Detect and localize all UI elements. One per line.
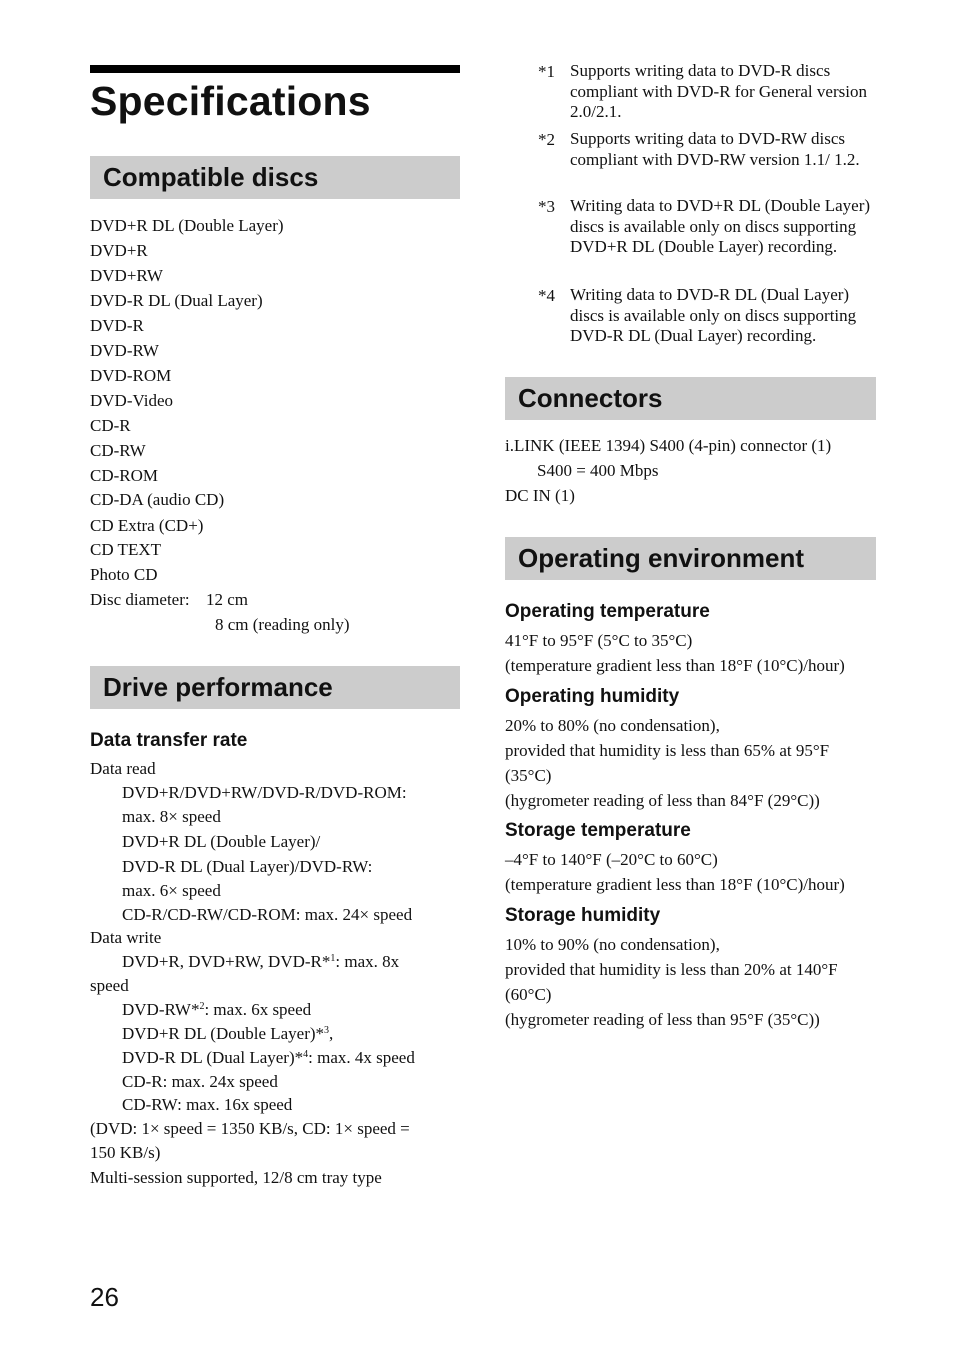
disc-item: DVD-R <box>90 316 144 335</box>
page-number: 26 <box>90 1282 119 1312</box>
speed-note: (DVD: 1× speed = 1350 KB/s, CD: 1× speed = <box>90 1119 410 1138</box>
footnote-text: Writing data to DVD-R DL (Dual Layer) discs is available only on discs supporting DVD-R DL (Dual Layer) recording. <box>570 285 857 345</box>
write-spec: speed <box>90 976 129 995</box>
footnote-ref: 1 <box>330 953 336 964</box>
data-write-label: Data write <box>90 928 162 947</box>
connector-spec: i.LINK (IEEE 1394) S400 (4-pin) connector (1) <box>505 436 832 455</box>
spec-line: –4°F to 140°F (–20°C to 60°C) <box>505 850 718 869</box>
read-spec: max. 6× speed <box>122 881 221 900</box>
disc-item: CD-DA (audio CD) <box>90 490 225 509</box>
spec-line: (35°C) <box>505 766 552 785</box>
spec-line: provided that humidity is less than 65% at 95°F <box>505 741 830 760</box>
write-spec-text: : max. 8x <box>335 952 400 971</box>
operating-temperature-heading: Operating temperature <box>505 601 710 622</box>
disc-diameter-value: 8 cm (reading only) <box>215 615 350 634</box>
write-spec-text: , <box>329 1024 334 1043</box>
read-spec: CD-R/CD-RW/CD-ROM: max. 24× speed <box>122 905 413 924</box>
connector-spec: DC IN (1) <box>505 486 575 505</box>
storage-humidity-heading: Storage humidity <box>505 905 661 926</box>
disc-item: DVD-Video <box>90 391 174 410</box>
disc-item: CD TEXT <box>90 540 161 559</box>
write-spec: CD-R: max. 24x speed <box>122 1072 278 1091</box>
storage-temperature-heading: Storage temperature <box>505 820 691 841</box>
disc-diameter-label: Disc diameter: <box>90 590 190 609</box>
spec-line: 20% to 80% (no condensation), <box>505 716 720 735</box>
connectors-heading: Connectors <box>505 377 876 420</box>
footnote-text: Supports writing data to DVD-R discs compliant with DVD-R for General version 2.0/2.1. <box>570 61 867 121</box>
read-spec: max. 8× speed <box>122 807 221 826</box>
footnote-ref: 3 <box>324 1025 330 1036</box>
disc-item: DVD-RW <box>90 341 159 360</box>
speed-note: 150 KB/s) <box>90 1143 161 1162</box>
write-spec-text: : max. 4x speed <box>308 1048 415 1067</box>
drive-performance-heading: Drive performance <box>90 666 460 709</box>
spec-line: (60°C) <box>505 985 552 1004</box>
footnote-mark: *3 <box>538 197 555 216</box>
disc-item: DVD+R <box>90 241 148 260</box>
footnote-mark: *2 <box>538 130 555 149</box>
disc-item: DVD-ROM <box>90 366 172 385</box>
spec-line: (temperature gradient less than 18°F (10°C)/hour) <box>505 656 845 675</box>
spec-line: (hygrometer reading of less than 95°F (35°C)) <box>505 1010 820 1029</box>
spec-line: provided that humidity is less than 20% at 140°F <box>505 960 838 979</box>
write-spec-text: DVD-RW* <box>122 1000 200 1019</box>
write-spec <box>122 998 311 1022</box>
write-spec-text: DVD-R DL (Dual Layer)* <box>122 1048 304 1067</box>
footnote-text: Writing data to DVD+R DL (Double Layer) discs is available only on discs supporting DVD+R DL (Double Layer) recording. <box>570 196 871 256</box>
write-spec <box>122 950 399 974</box>
spec-line: (temperature gradient less than 18°F (10°C)/hour) <box>505 875 845 894</box>
disc-item: DVD+RW <box>90 266 163 285</box>
write-spec <box>122 1022 333 1046</box>
write-spec <box>122 1046 415 1070</box>
data-read-label: Data read <box>90 759 156 778</box>
compatible-discs-heading: Compatible discs <box>90 156 460 199</box>
read-spec: DVD-R DL (Dual Layer)/DVD-RW: <box>122 857 373 876</box>
read-spec: DVD+R/DVD+RW/DVD-R/DVD-ROM: <box>122 783 407 802</box>
spec-line: 41°F to 95°F (5°C to 35°C) <box>505 631 693 650</box>
title-rule <box>90 65 460 73</box>
disc-item: CD Extra (CD+) <box>90 516 204 535</box>
footnote-text: Supports writing data to DVD-RW discs compliant with DVD-RW version 1.1/ 1.2. <box>570 129 860 169</box>
footnote-ref: 2 <box>199 1001 205 1012</box>
connector-spec: S400 = 400 Mbps <box>537 461 659 480</box>
write-spec-text: : max. 6x speed <box>204 1000 312 1019</box>
read-spec: DVD+R DL (Double Layer)/ <box>122 832 321 851</box>
operating-humidity-heading: Operating humidity <box>505 686 680 707</box>
footnote-mark: *1 <box>538 62 555 81</box>
footnote-ref: 4 <box>303 1049 309 1060</box>
footnote-mark: *4 <box>538 286 555 305</box>
spec-line: (hygrometer reading of less than 84°F (29°C)) <box>505 791 820 810</box>
spec-line: 10% to 90% (no condensation), <box>505 935 720 954</box>
operating-environment-heading: Operating environment <box>505 537 876 580</box>
write-spec-text: DVD+R, DVD+RW, DVD-R* <box>122 952 331 971</box>
disc-item: DVD+R DL (Double Layer) <box>90 216 284 235</box>
disc-item: DVD-R DL (Dual Layer) <box>90 291 263 310</box>
disc-item: CD-RW <box>90 441 146 460</box>
disc-item: CD-R <box>90 416 131 435</box>
write-spec-text: DVD+R DL (Double Layer)* <box>122 1024 325 1043</box>
write-spec: CD-RW: max. 16x speed <box>122 1095 293 1114</box>
disc-item: CD-ROM <box>90 466 159 485</box>
multisession-note: Multi-session supported, 12/8 cm tray type <box>90 1168 382 1187</box>
data-transfer-rate-heading: Data transfer rate <box>90 730 248 751</box>
page-title: Specifications <box>90 78 371 124</box>
disc-diameter-value: 12 cm <box>206 590 249 609</box>
disc-item: Photo CD <box>90 565 158 584</box>
